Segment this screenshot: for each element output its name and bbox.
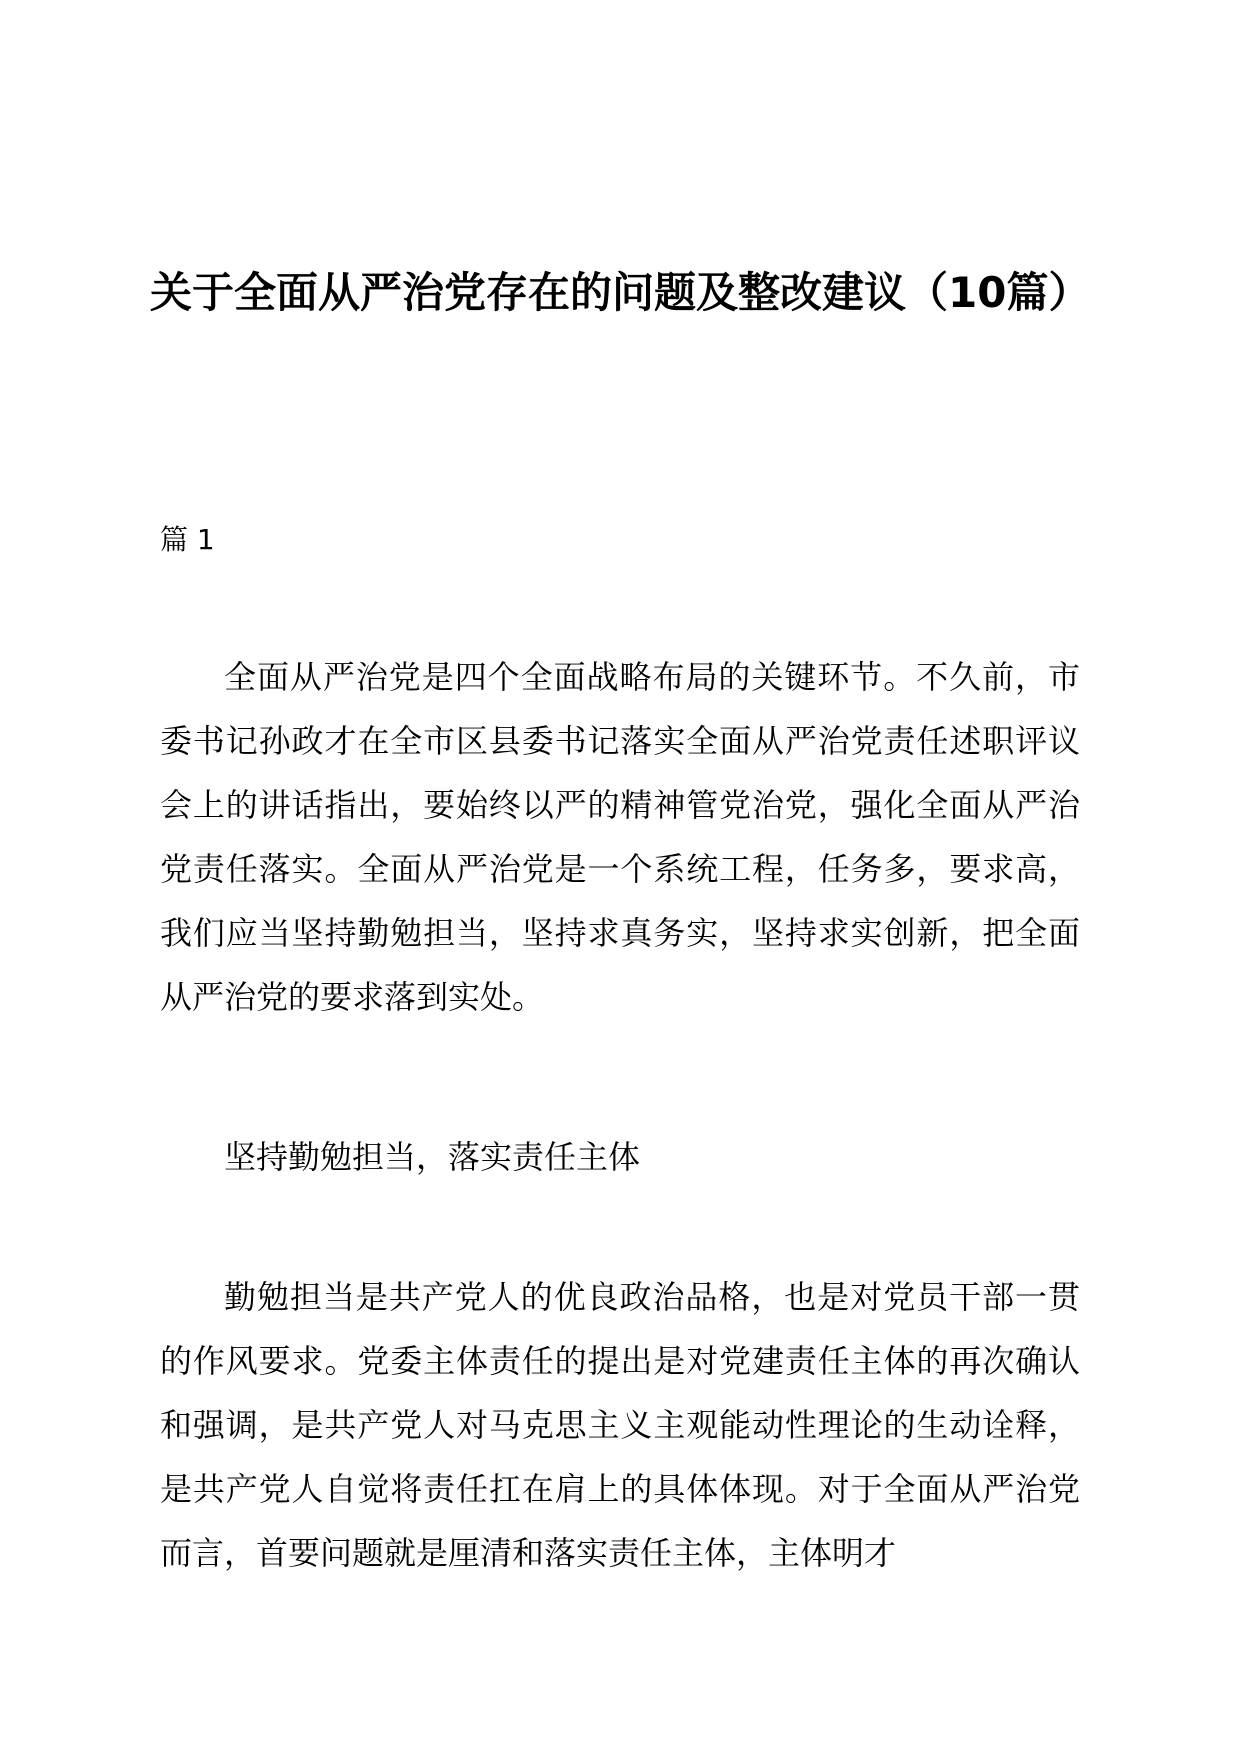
document-title: 关于全面从严治党存在的问题及整改建议（10篇） bbox=[150, 268, 1091, 317]
subheading-1: 坚持勤勉担当，落实责任主体 bbox=[224, 1138, 641, 1176]
body-paragraph-2: 勤勉担当是共产党人的优良政治品格，也是对党员干部一贯的作风要求。党委主体责任的提出是对党建责任主体的再次确认和强调，是共产党人对马克思主义主观能动性理论的生动诠释，是共产党人自觉将责任扛在肩上的具体体现。对于全面从严治党而言，首要问题就是厘清和落实责任主体，主体明才 bbox=[160, 1278, 1080, 1572]
body-paragraph-1: 全面从严治党是四个全面战略布局的关键环节。不久前，市委书记孙政才在全市区县委书记落实全面从严治党责任述职评议会上的讲话指出，要始终以严的精神管党治党，强化全面从严治党责任落实。全面从严治党是一个系统工程，任务多，要求高，我们应当坚持勤勉担当，坚持求真务实，坚持求实创新，把全面从严治党的要求落到实处。 bbox=[160, 658, 1080, 1016]
section-label: 篇 1 bbox=[160, 523, 215, 556]
